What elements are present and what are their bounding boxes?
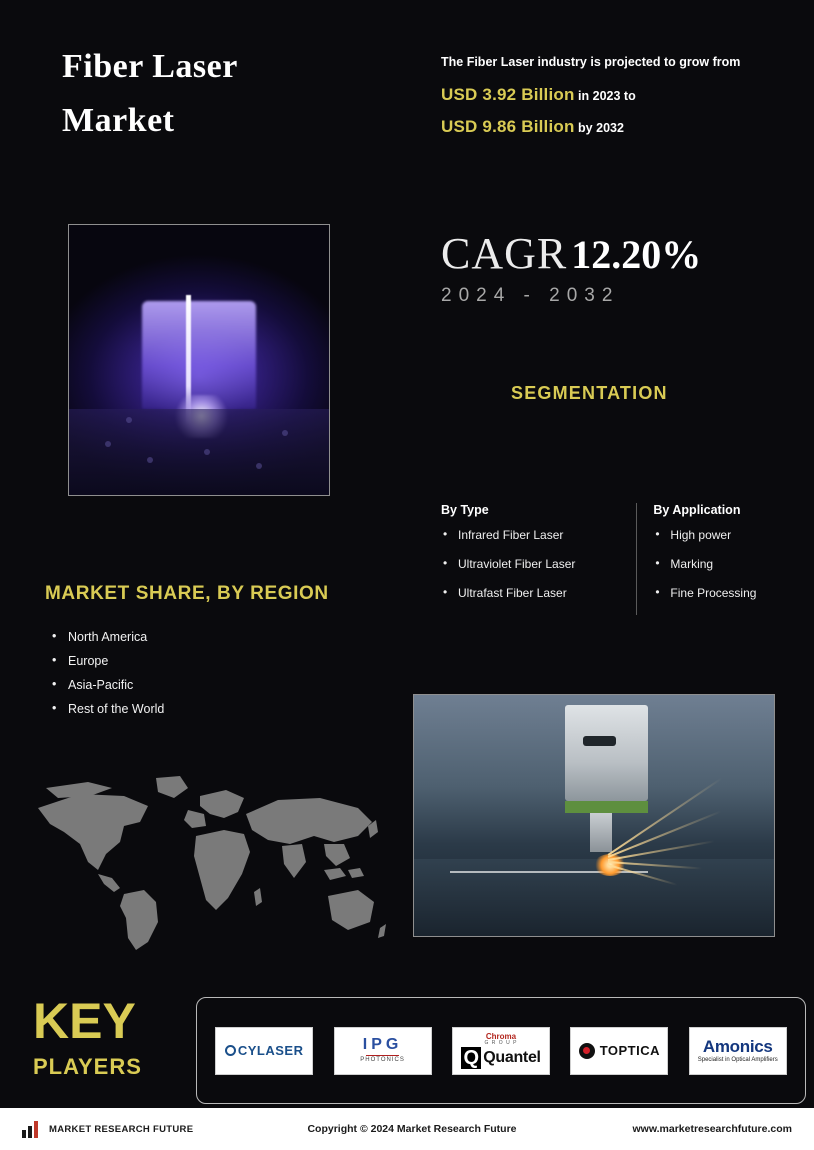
segmentation-columns xyxy=(441,503,786,615)
list-item: • Fine Processing xyxy=(653,586,786,601)
cagr-block xyxy=(441,228,786,307)
region-list xyxy=(50,630,164,726)
segmentation-list-type xyxy=(441,528,636,601)
chroma-sublabel: G R O U P xyxy=(484,1039,518,1046)
spark-ray xyxy=(608,811,722,858)
growth-statement xyxy=(441,53,781,144)
footer-brand xyxy=(22,1120,292,1138)
footer-brand-label: MARKET RESEARCH FUTURE xyxy=(49,1123,194,1135)
logo-toptica[interactable] xyxy=(570,1027,668,1075)
segmentation-list-application xyxy=(653,528,786,601)
footer-website-url[interactable]: www.marketresearchfuture.com xyxy=(632,1123,792,1135)
value-2023-suffix: in 2023 to xyxy=(574,89,636,104)
bar-chart-icon xyxy=(22,1120,43,1138)
cylaser-circle-icon xyxy=(225,1045,236,1056)
quantel-wordmark xyxy=(461,1047,540,1069)
page-footer xyxy=(0,1108,814,1150)
region-section-title: MARKET SHARE, BY REGION xyxy=(45,583,329,604)
quantel-q-icon: Q xyxy=(461,1047,481,1069)
key-players-box xyxy=(196,997,806,1104)
growth-2032-line xyxy=(441,111,781,143)
toptica-dot-icon xyxy=(579,1043,595,1059)
key-players-logo-row xyxy=(197,998,805,1103)
cutting-head-band-shape xyxy=(565,801,648,813)
laser-cutting-head-image xyxy=(413,694,775,937)
segmentation-title: SEGMENTATION xyxy=(511,383,668,403)
toptica-label: TOPTICA xyxy=(599,1043,661,1058)
cylaser-label: CYLASER xyxy=(237,1043,304,1058)
cutting-head-slot-shape xyxy=(583,736,615,746)
page-title xyxy=(62,40,402,149)
quantel-lockup xyxy=(461,1033,540,1069)
cagr-row xyxy=(441,228,786,279)
beam-cylinder-shape xyxy=(142,301,256,409)
amonics-sublabel: Specialist in Optical Amplifiers xyxy=(697,1057,778,1063)
key-word: KEY xyxy=(33,993,136,1049)
logo-quantel[interactable] xyxy=(452,1027,550,1075)
beam-dot xyxy=(126,417,132,423)
value-2032-suffix: by 2032 xyxy=(574,121,624,136)
segmentation-heading-application: By Application xyxy=(653,503,741,517)
footer-copyright: Copyright © 2024 Market Research Future xyxy=(307,1123,517,1135)
quantel-label: Quantel xyxy=(483,1048,541,1066)
list-item: • Marking xyxy=(653,557,786,572)
amonics-label: Amonics xyxy=(702,1037,773,1056)
list-item: • Ultraviolet Fiber Laser xyxy=(441,557,636,572)
list-item: • Asia-Pacific xyxy=(50,678,164,692)
list-item: • North America xyxy=(50,630,164,644)
cagr-value: 12.20% xyxy=(571,232,702,277)
page-title-line1: Fiber Laser xyxy=(62,48,238,85)
cagr-years: 2024 - 2032 xyxy=(441,285,620,306)
players-word: PLAYERS xyxy=(33,1053,142,1079)
list-item: • Ultrafast Fiber Laser xyxy=(441,586,636,601)
list-item: • Infrared Fiber Laser xyxy=(441,528,636,543)
list-item: • Rest of the World xyxy=(50,702,164,716)
chroma-label: Chroma xyxy=(485,1031,517,1041)
segmentation-heading-type: By Type xyxy=(441,503,489,517)
world-map-graphic xyxy=(28,770,388,955)
logo-amonics[interactable] xyxy=(689,1027,787,1075)
beam-table-shape xyxy=(69,409,329,495)
ipg-lockup xyxy=(360,1037,405,1063)
amonics-lockup xyxy=(698,1038,778,1063)
page-title-line2: Market xyxy=(62,102,175,140)
cagr-label: CAGR xyxy=(441,229,568,278)
segmentation-column-application xyxy=(636,503,786,615)
key-players-heading xyxy=(33,993,183,1080)
ipg-label: IPG xyxy=(362,1036,403,1054)
segmentation-column-type xyxy=(441,503,636,615)
cylaser-lockup xyxy=(225,1043,304,1058)
beam-dot xyxy=(256,463,262,469)
cutting-nozzle-shape xyxy=(590,813,612,852)
growth-lead-text: The Fiber Laser industry is projected to grow from xyxy=(441,55,741,69)
ipg-rule xyxy=(366,1055,399,1056)
list-item: • High power xyxy=(653,528,786,543)
ipg-sublabel: PHOTONICS xyxy=(360,1057,405,1064)
logo-ipg-photonics[interactable] xyxy=(334,1027,432,1075)
value-2023: USD 3.92 Billion xyxy=(441,85,575,105)
logo-cylaser[interactable] xyxy=(215,1027,313,1075)
list-item: • Europe xyxy=(50,654,164,668)
toptica-lockup xyxy=(579,1043,660,1059)
fiber-laser-beam-image xyxy=(68,224,330,496)
value-2032: USD 9.86 Billion xyxy=(441,117,575,137)
cutting-head-shape xyxy=(565,705,648,801)
growth-2023-line xyxy=(441,79,781,111)
